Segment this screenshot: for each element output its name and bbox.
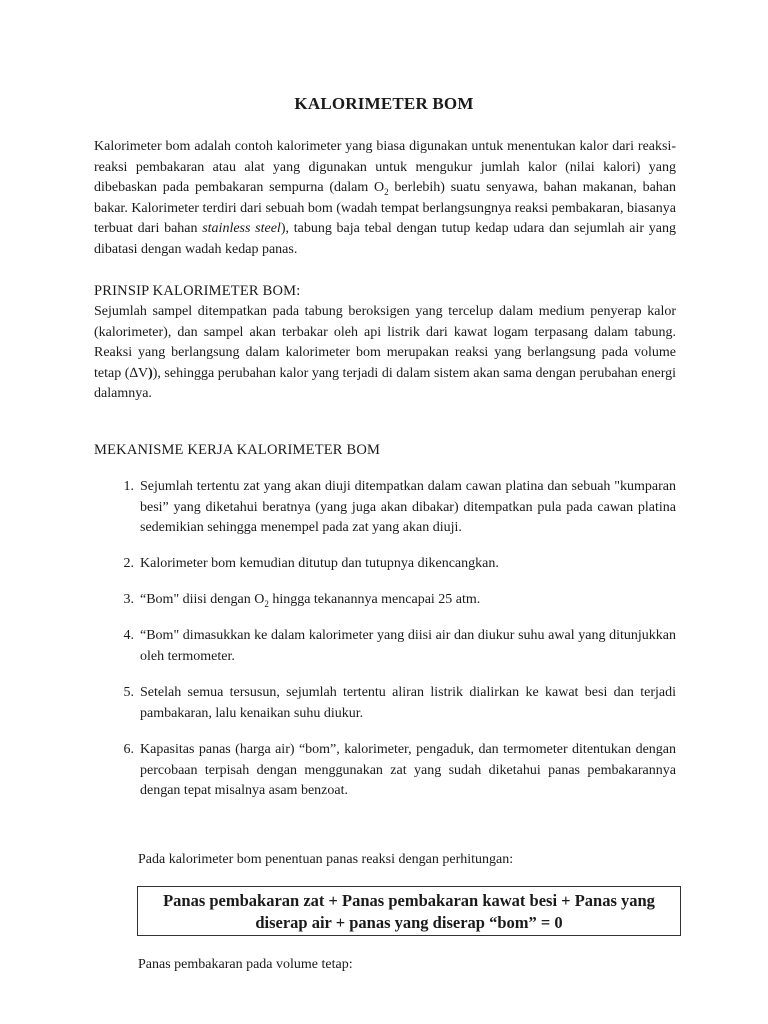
perhitungan-intro: Pada kalorimeter bom penentuan panas reaksi dengan perhitungan: [138, 852, 514, 867]
intro-text-3: ), tabung baja tebal dengan tutup kedap udara dan sejumlah air yang dibatasi dengan wadah kedap panas. [94, 221, 676, 257]
formula-line-1: Panas pembakaran zat + Panas pembakaran kawat besi + Panas yang [163, 891, 655, 910]
mekanisme-heading: MEKANISME KERJA KALORIMETER BOM [94, 442, 381, 458]
intro-text-2: berlebih) suatu senyawa, bahan makanan, bahan bakar. Kalorimeter terdiri dari sebuah bom (wadah tempat berlangsungnya reaksi pembakaran, biasanya terbuat dari bahan [94, 180, 676, 236]
prinsip-text-2: ), sehingga perubahan kalor yang terjadi di dalam sistem akan sama dengan perubahan energi dalamnya. [94, 365, 676, 401]
formula-line-2: diserap air + panas yang diserap “bom” = 0 [255, 912, 563, 932]
prinsip-text-1: Sejumlah sampel ditempatkan pada tabung beroksigen yang tercelup dalam medium penyerap kalor (kalorimeter), dan sampel akan terbakar oleh api listrik dari kawat logam terpasang dalam tabung. Reaksi yang berlangsung dalam kalorimeter bom merupakan reaksi yang berlangsung pada volume tetap ( [94, 304, 676, 381]
list-item-text: Kalorimeter bom kemudian ditutup dan tutupnya dikencangkan. [140, 556, 499, 571]
list-item-text-post: hingga tekanannya mencapai 25 atm. [268, 592, 481, 607]
list-item-text: Setelah semua tersusun, sejumlah tertentu aliran listrik dialirkan ke kawat besi dan terjadi pambakaran, lalu kenaikan suhu diukur. [140, 685, 676, 721]
formula-box [137, 886, 681, 936]
prinsip-heading: PRINSIP KALORIMETER BOM: [94, 283, 301, 299]
intro-text-1: Kalorimeter bom adalah contoh kalorimeter yang biasa digunakan untuk menentukan kalor dari reaksi-reaksi pembakaran atau alat yang digunakan untuk mengukur jumlah kalor (nilai kalori) yang dibebaskan pada pembakaran sempurna (dalam O [94, 139, 676, 195]
list-item-text: “Bom" dimasukkan ke dalam kalorimeter yang diisi air dan diukur suhu awal yang ditunjukkan oleh termometer. [140, 628, 676, 664]
delta-v-symbol: ∆V [129, 365, 149, 381]
list-item-text: Sejumlah tertentu zat yang akan diuji ditempatkan dalam cawan platina dan sebuah "kumparan besi” yang diketahui beratnya (yang juga akan dibakar) ditempatkan pula pada cawan platina sedemikian sehingga menempel pada zat yang akan diuji. [140, 479, 676, 535]
list-item-number: 1. [123, 479, 134, 494]
volume-tetap-label: Panas pembakaran pada volume tetap: [138, 957, 353, 972]
oxygen-subscript: 2 [264, 598, 269, 609]
list-item-number: 3. [123, 592, 134, 607]
prinsip-paragraph: Sejumlah sampel ditempatkan pada tabung beroksigen yang tercelup dalam medium penyerap kalor (kalorimeter), dan sampel akan terbakar oleh api listrik dari kawat logam terpasang dalam tabung. Reaksi yang berlangsung dalam kalorimeter bom merupakan reaksi yang berlangsung pada volume tetap (∆V)), sehingga perubahan kalor yang terjadi di dalam sistem akan sama dengan perubahan energi dalamnya. [94, 304, 676, 401]
list-item-number: 2. [123, 556, 134, 571]
list-item-number: 5. [123, 685, 134, 700]
page-title: KALORIMETER BOM [294, 94, 474, 113]
list-item-text [140, 590, 676, 611]
intro-paragraph [94, 137, 676, 260]
oxygen-subscript: 2 [384, 186, 389, 197]
list-item-number: 4. [123, 628, 134, 643]
list-item-text: Kapasitas panas (harga air) “bom”, kalorimeter, pengaduk, dan termometer ditentukan dengan percobaan terpisah dengan menggunakan zat yang sudah diketahui panas pembakarannya dengan tepat misalnya asam benzoat. [140, 742, 676, 798]
stainless-steel-term: stainless steel [202, 221, 281, 236]
list-item-text-pre: “Bom" diisi dengan O [140, 592, 265, 607]
list-item-number: 6. [123, 742, 134, 757]
